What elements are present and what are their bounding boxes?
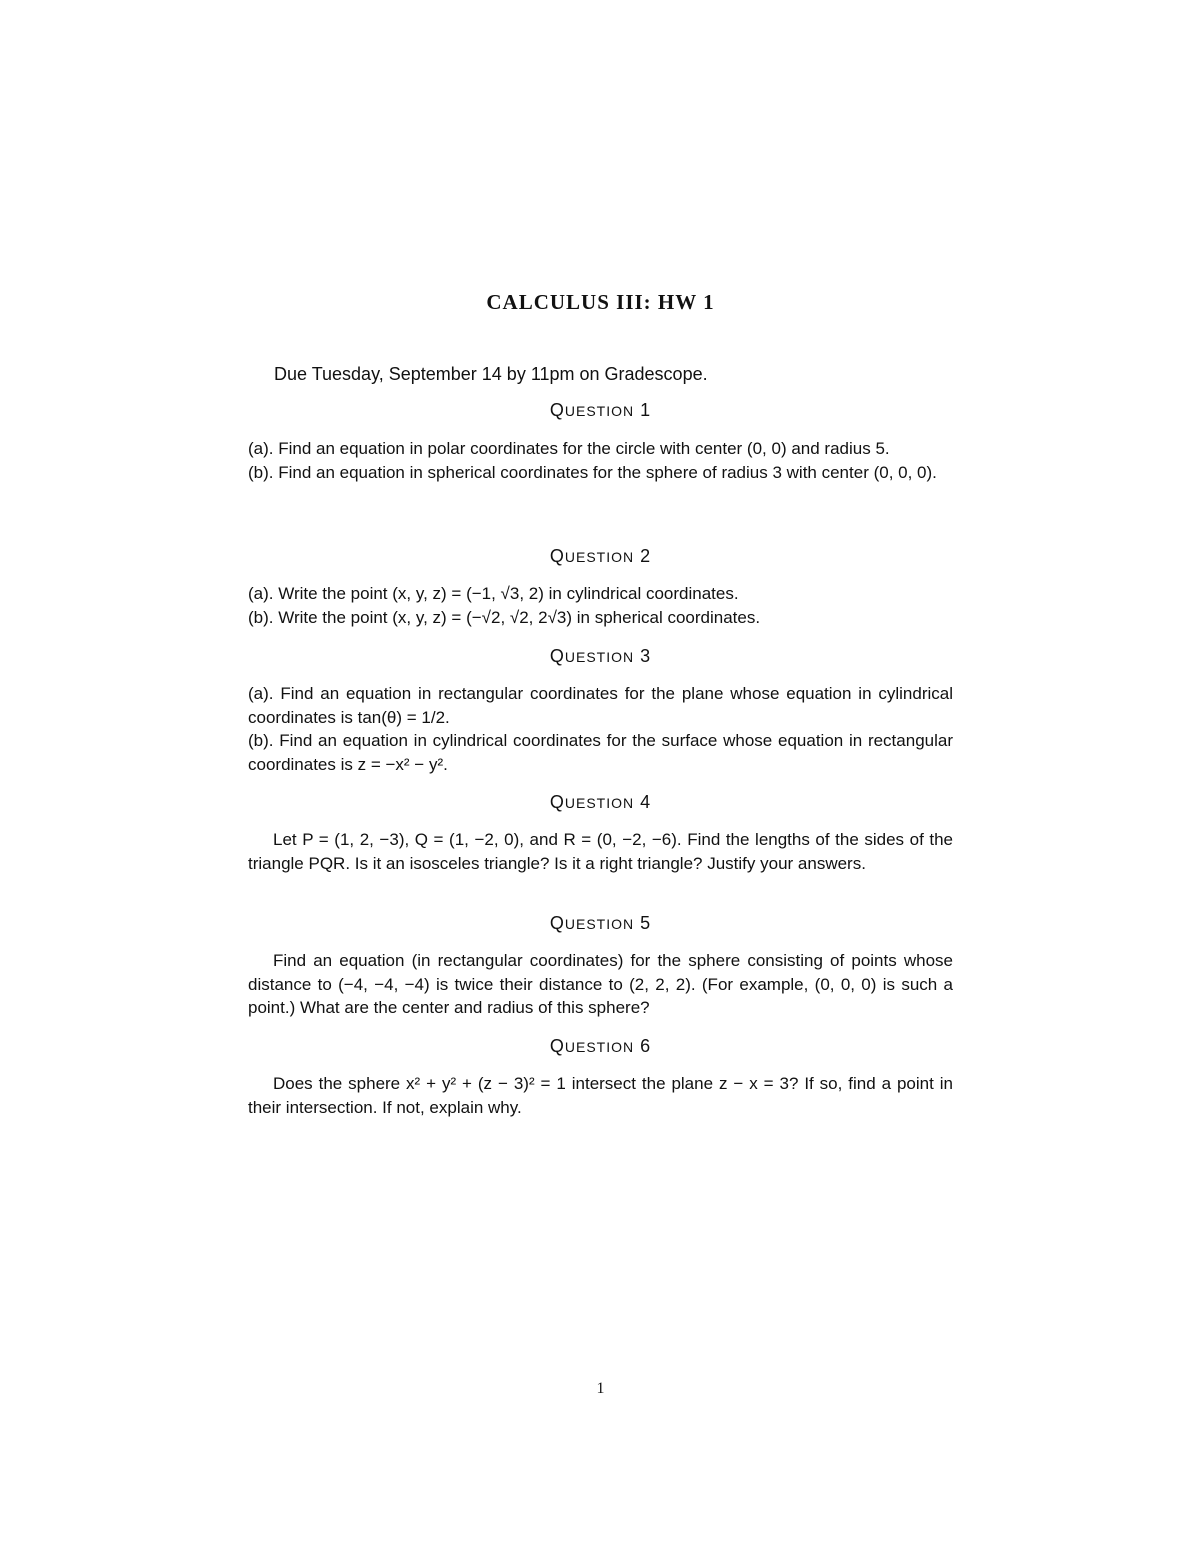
question-3-body: [248, 682, 953, 776]
question-5-heading: QUESTION 5: [549, 913, 652, 933]
question-2-part-a: (a). Write the point (x, y, z) = (−1, √3, 2) in cylindrical coordinates.: [248, 584, 739, 603]
page-number: 1: [596, 1380, 605, 1397]
question-4-heading: QUESTION 4: [549, 792, 652, 812]
question-3-part-a: (a). Find an equation in rectangular coordinates for the plane whose equation in cylindrical coordinates is tan(θ) = 1/2.: [248, 684, 953, 727]
question-2-body: [248, 582, 953, 629]
document-page: [248, 0, 953, 1553]
question-4-body: Let P = (1, 2, −3), Q = (1, −2, 0), and R = (0, −2, −6). Find the lengths of the sides of the triangle PQR. Is it an isosceles triangle? Is it a right triangle? Justify your answers.: [248, 830, 953, 873]
question-1-part-b: (b). Find an equation in spherical coordinates for the sphere of radius 3 with center (0, 0, 0).: [248, 462, 937, 482]
due-date-text: Due Tuesday, September 14 by 11pm on Gradescope.: [274, 364, 708, 384]
question-6-heading: QUESTION 6: [549, 1036, 652, 1056]
question-1-heading: QUESTION 1: [549, 400, 652, 420]
question-6-body: Does the sphere x² + y² + (z − 3)² = 1 intersect the plane z − x = 3? If so, find a point in their intersection. If not, explain why.: [248, 1074, 953, 1117]
question-3-part-b: (b). Find an equation in cylindrical coordinates for the surface whose equation in rectangular coordinates is z = −x² − y².: [248, 731, 953, 774]
page-title: CALCULUS III: HW 1: [486, 290, 715, 314]
question-3-heading: QUESTION 3: [549, 646, 652, 666]
question-5-body: Find an equation (in rectangular coordinates) for the sphere consisting of points whose distance to (−4, −4, −4) is twice their distance to (2, 2, 2). (For example, (0, 0, 0) is such a point.) What are the center and radius of this sphere?: [248, 951, 953, 1017]
question-1-body: [248, 437, 953, 484]
question-2-part-b: (b). Write the point (x, y, z) = (−√2, √2, 2√3) in spherical coordinates.: [248, 607, 761, 627]
question-1-part-a: (a). Find an equation in polar coordinates for the circle with center (0, 0) and radius 5.: [248, 439, 890, 458]
question-2-heading: QUESTION 2: [549, 546, 652, 566]
